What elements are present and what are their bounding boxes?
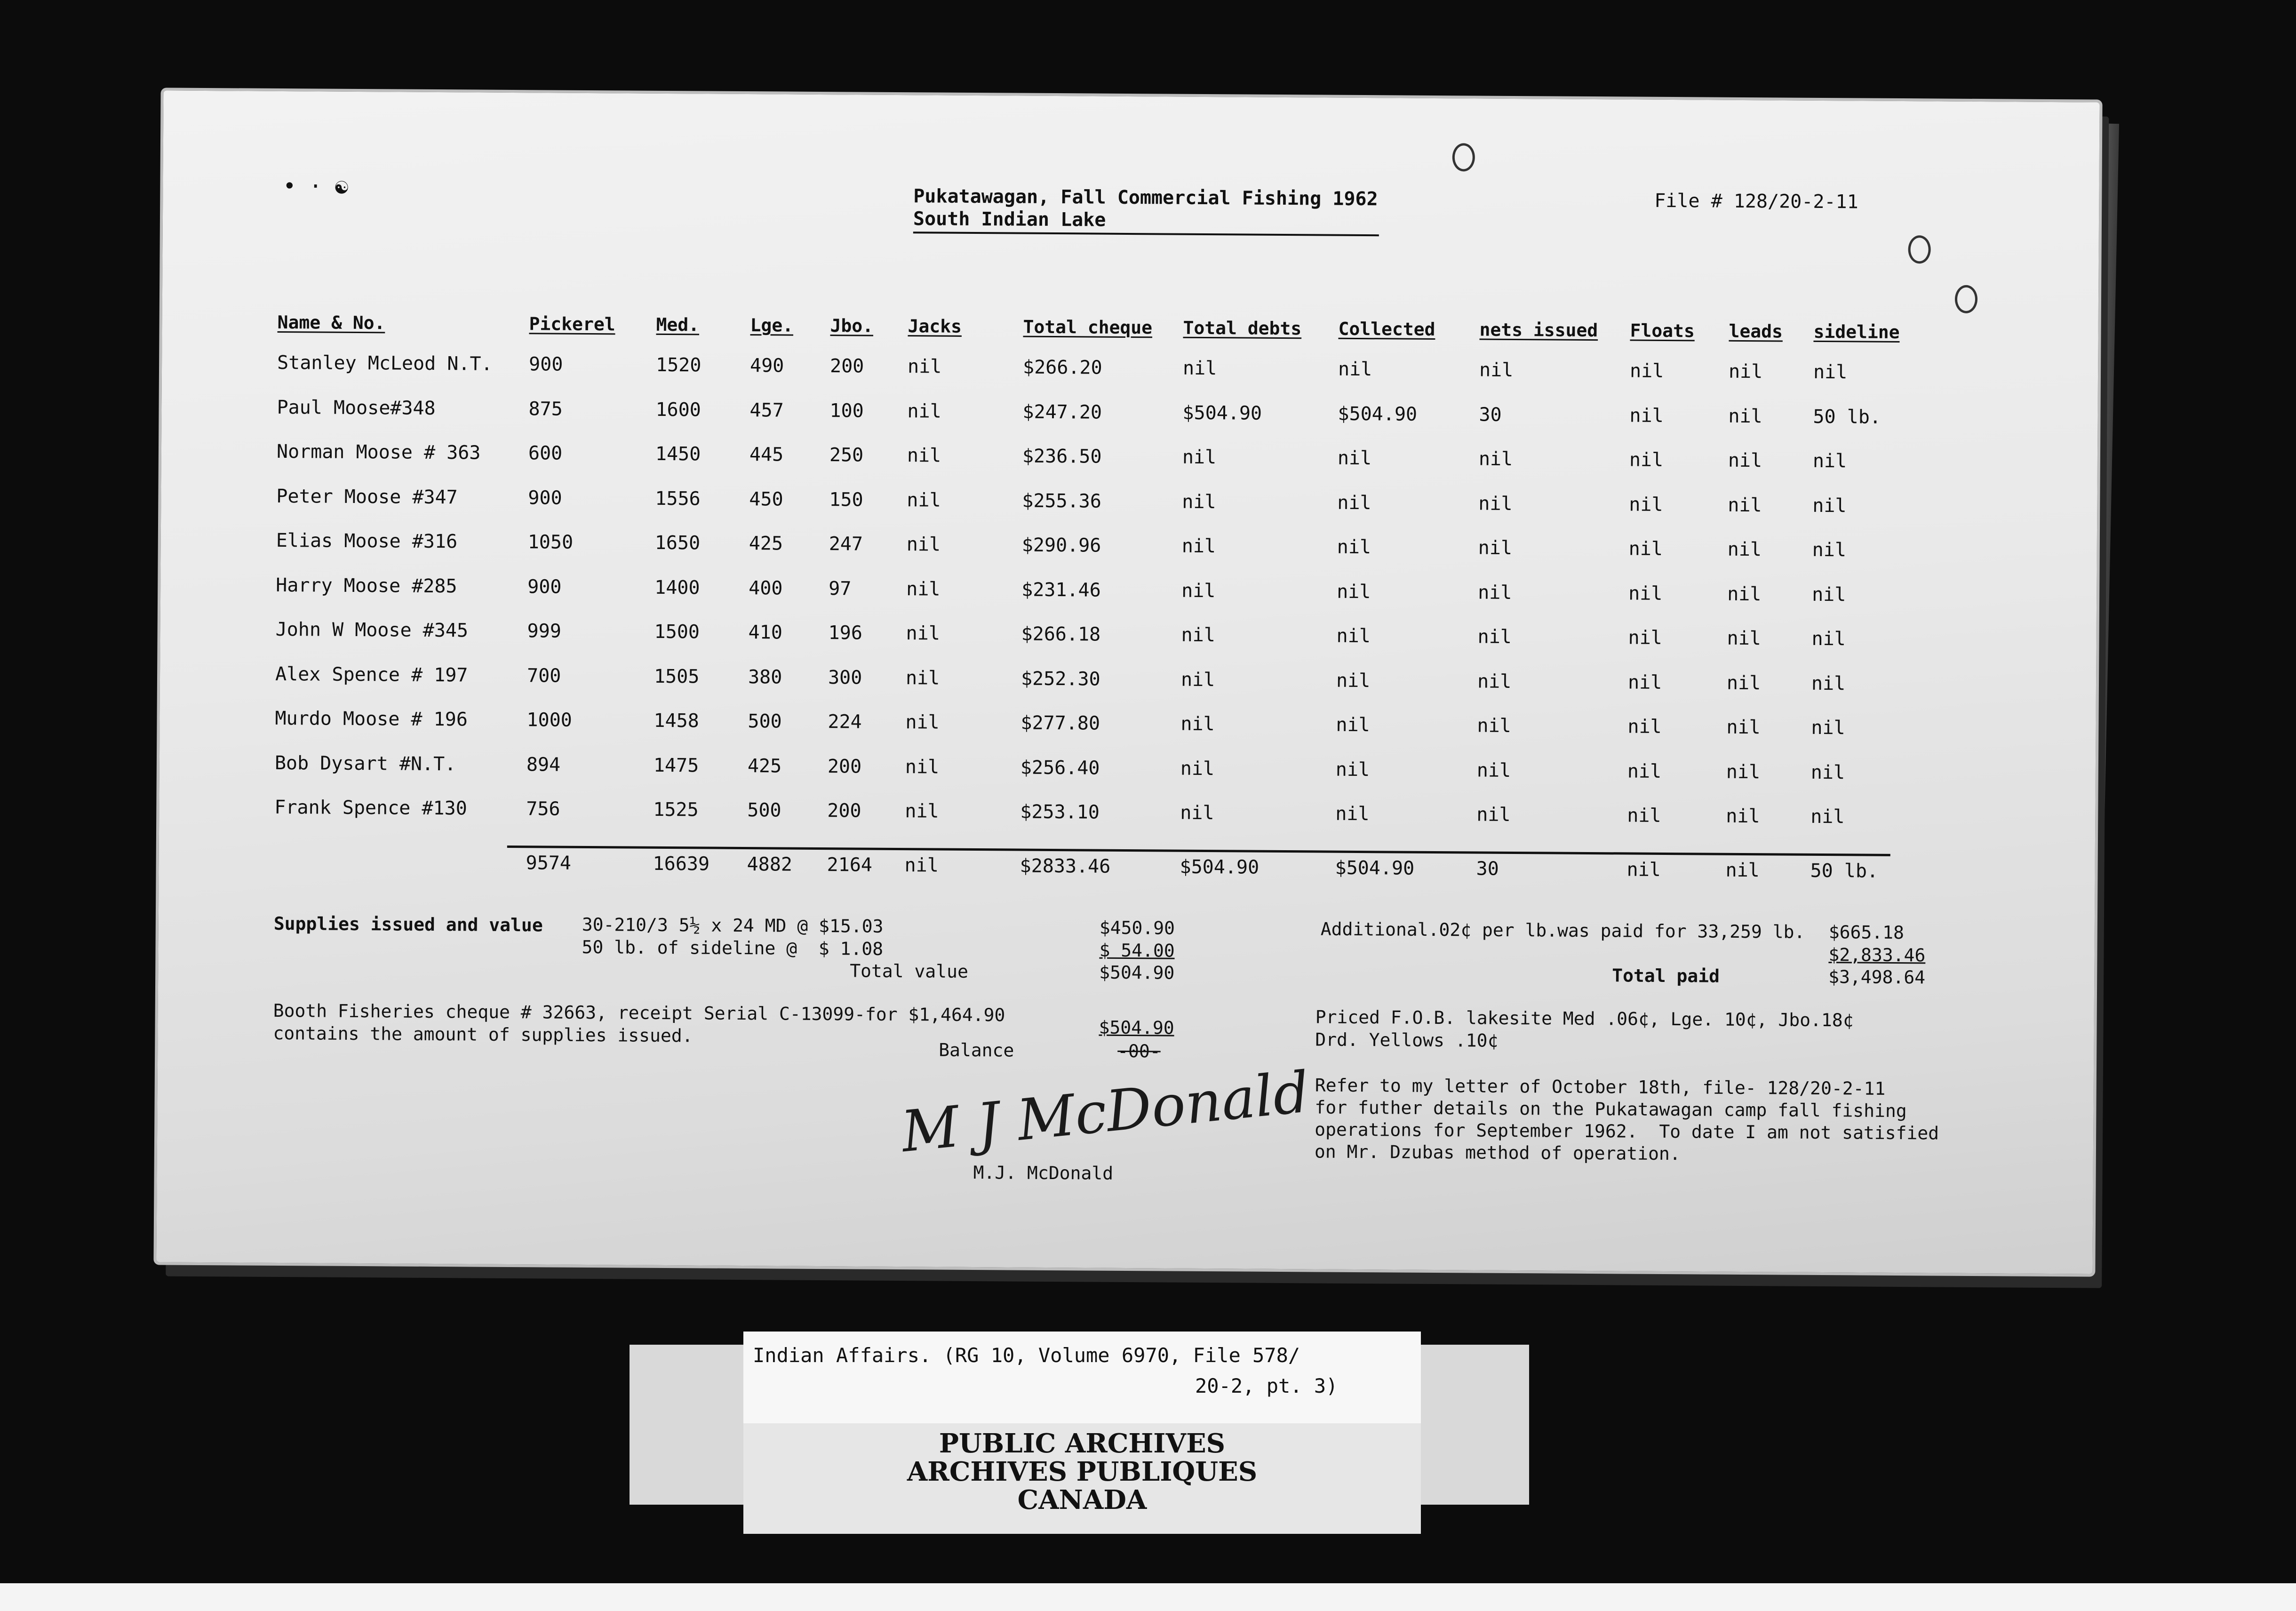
table-cell: nil [1182, 446, 1217, 469]
table-cell: nil [907, 489, 941, 511]
column-header: Jbo. [830, 315, 874, 336]
punch-hole [1452, 143, 1475, 171]
refer-line-1: Refer to my letter of October 18th, file- 128/20-2-11 [1315, 1075, 1886, 1099]
table-cell: nil [1726, 761, 1761, 783]
table-cell: nil [1336, 670, 1371, 692]
supplies-line-sideline: 50 lb. of sideline @ $ 1.08 [582, 936, 884, 959]
table-cell: $256.40 [1020, 757, 1100, 779]
table-cell: nil [1181, 624, 1216, 646]
booth-contains-line: contains the amount of supplies issued. [273, 1022, 693, 1046]
column-header: Total debts [1183, 317, 1302, 339]
table-cell: $236.50 [1022, 445, 1102, 468]
table-cell: nil [907, 400, 941, 423]
supplies-total-label: Total value [850, 960, 969, 982]
table-cell: 247 [829, 533, 863, 555]
column-header: Name & No. [277, 311, 385, 334]
table-cell: 1500 [654, 621, 700, 643]
stamp-line-1: PUBLIC ARCHIVES [939, 1428, 1226, 1459]
supplies-sideline-value: $ 54.00 [1099, 940, 1175, 961]
table-cell: 490 [749, 355, 784, 377]
table-cell: nil [1811, 628, 1846, 650]
table-cell: 100 [829, 399, 864, 422]
table-cell: nil [1727, 583, 1762, 605]
table-cell: 999 [527, 620, 562, 642]
table-cell: nil [1337, 492, 1371, 514]
table-cell: 900 [527, 575, 562, 598]
archive-ref-line-1: Indian Affairs. (RG 10, Volume 6970, File 578/ [753, 1344, 1300, 1367]
table-cell: nil [1478, 537, 1513, 559]
table-cell: $504.90 [1338, 403, 1418, 425]
table-cell: nil [1477, 715, 1511, 737]
balance-label: Balance [939, 1039, 1014, 1061]
table-cell: 150 [829, 488, 863, 511]
stamp-line-2: ARCHIVES PUBLIQUES [907, 1456, 1258, 1487]
booth-cheque-line: Booth Fisheries cheque # 32663, receipt Serial C-13099-for $1,464.90 [273, 1000, 1005, 1026]
table-cell: nil [1728, 405, 1762, 427]
table-cell: nil [1336, 714, 1370, 736]
table-cell: $255.36 [1022, 490, 1102, 512]
table-cell: 1458 [654, 710, 699, 732]
document-sheet [156, 90, 2099, 1274]
table-cell: nil [1627, 805, 1661, 827]
totals-cell: 9574 [526, 852, 572, 874]
drd-yellows-line: Drd. Yellows .10¢ [1315, 1029, 1499, 1051]
totals-cell: nil [904, 854, 939, 877]
table-cell: nil [907, 445, 941, 467]
table-cell: nil [906, 622, 941, 645]
table-cell: nil [905, 756, 940, 778]
fisher-name-cell: Alex Spence # 197 [275, 663, 468, 686]
table-cell: nil [1727, 538, 1762, 561]
table-cell: 196 [828, 622, 863, 644]
column-header: leads [1729, 320, 1783, 342]
table-cell: nil [1628, 582, 1663, 605]
table-cell: nil [1180, 802, 1214, 824]
table-cell: 200 [829, 355, 864, 377]
table-cell: nil [907, 356, 942, 378]
total-paid-value: $3,498.64 [1828, 966, 1926, 988]
table-cell: nil [1336, 625, 1371, 647]
totals-cell: 16639 [653, 853, 710, 875]
table-cell: nil [1810, 806, 1845, 828]
refer-line-4: on Mr. Dzubas method of operation. [1314, 1141, 1681, 1164]
table-cell: nil [1726, 805, 1760, 828]
table-cell: 1520 [655, 354, 702, 376]
fisher-name-cell: Frank Spence #130 [274, 796, 467, 820]
column-header: Lge. [750, 315, 794, 336]
table-cell: 500 [748, 710, 782, 733]
table-cell: nil [1478, 493, 1513, 515]
table-cell: nil [1182, 357, 1217, 380]
table-cell: 50 lb. [1813, 406, 1881, 428]
table-cell: nil [1180, 713, 1215, 735]
table-cell: 894 [526, 753, 561, 776]
table-cell: nil [1338, 358, 1372, 381]
column-header: Collected [1338, 318, 1435, 340]
table-cell: 900 [528, 486, 562, 509]
table-cell: nil [905, 711, 940, 734]
archive-ref-line-2: 20-2, pt. 3) [1195, 1374, 1338, 1397]
table-cell: 400 [749, 577, 783, 599]
table-cell: nil [1813, 361, 1848, 383]
table-cell: nil [1337, 447, 1372, 470]
totals-cell: $2833.46 [1020, 855, 1111, 877]
additional-payment-line: Additional.02¢ per lb.was paid for 33,259 lb. [1320, 918, 1805, 942]
archive-stamp-strip [743, 1421, 1421, 1534]
stamp-line-3: CANADA [1017, 1484, 1147, 1515]
table-cell: nil [1629, 360, 1664, 382]
table-cell: 700 [526, 664, 561, 687]
supplies-line-nets: 30-210/3 5½ x 24 MD @ $15.03 [582, 914, 884, 937]
fisher-name-cell: Paul Moose#348 [277, 396, 436, 419]
table-cell: nil [1728, 494, 1762, 516]
table-cell: $266.20 [1022, 356, 1102, 379]
table-cell: 425 [747, 755, 782, 777]
table-cell: $247.20 [1022, 401, 1102, 423]
table-cell: nil [1810, 761, 1845, 783]
table-cell: 1600 [655, 399, 701, 421]
title-underline [913, 231, 1379, 236]
table-cell: 1050 [527, 531, 574, 553]
table-cell: nil [1182, 491, 1216, 513]
table-cell: 425 [749, 533, 783, 555]
table-cell: nil [1812, 583, 1846, 606]
fisher-name-cell: John W Moose #345 [275, 618, 469, 642]
signatory-name: M.J. McDonald [973, 1162, 1114, 1184]
table-cell: $290.96 [1021, 534, 1101, 557]
balance-value: -00- [1117, 1040, 1161, 1062]
table-cell: 410 [748, 622, 783, 644]
table-cell: 1505 [654, 665, 700, 687]
archive-reference-card [743, 1332, 1421, 1423]
table-cell: nil [1337, 581, 1371, 603]
handwritten-signature: M J McDonald [898, 1060, 1312, 1165]
table-cell: nil [1728, 360, 1763, 383]
table-cell: nil [1477, 670, 1512, 693]
table-cell: 380 [748, 666, 782, 688]
table-cell: 875 [528, 398, 563, 420]
table-cell: nil [905, 800, 939, 822]
table-cell: 30 [1479, 404, 1502, 426]
cheque-total-value: $2,833.46 [1828, 944, 1926, 966]
additional-payment-value: $665.18 [1828, 922, 1905, 943]
column-header: Jacks [908, 316, 962, 337]
document-title: Pukatawagan, Fall Commercial Fishing 1962 [913, 185, 1378, 210]
totals-cell: 50 lb. [1810, 860, 1879, 882]
column-header: Total cheque [1023, 316, 1153, 338]
column-header: sideline [1813, 321, 1900, 343]
refer-line-3: operations for September 1962. To date I am not satisfied [1315, 1119, 1939, 1144]
table-cell: 1475 [653, 754, 699, 776]
table-cell: 200 [827, 800, 861, 822]
table-cell: nil [906, 534, 941, 556]
refer-line-2: for futher details on the Pukatawagan camp fall fishing [1315, 1097, 1907, 1122]
table-cell: $277.80 [1020, 712, 1100, 734]
total-paid-label: Total paid [1612, 965, 1720, 987]
table-cell: nil [1728, 449, 1762, 472]
fisher-name-cell: Norman Moose # 363 [276, 440, 481, 464]
table-cell: nil [1727, 627, 1761, 650]
fisher-name-cell: Bob Dysart #N.T. [274, 752, 456, 775]
totals-rule [507, 845, 1890, 856]
table-cell: nil [1629, 449, 1664, 471]
table-cell: $252.30 [1020, 668, 1100, 690]
table-cell: 1650 [654, 532, 701, 554]
supplies-total-value: $504.90 [1099, 962, 1175, 983]
table-cell: $504.90 [1182, 402, 1262, 424]
table-cell: $266.18 [1021, 623, 1101, 646]
table-cell: nil [1628, 627, 1662, 649]
column-header: Pickerel [529, 313, 615, 335]
table-cell: 97 [829, 577, 852, 599]
table-cell: nil [1181, 580, 1216, 602]
table-cell: 445 [749, 444, 784, 466]
table-cell: 250 [829, 444, 864, 466]
table-cell: nil [1477, 626, 1512, 648]
table-cell: nil [1629, 405, 1664, 427]
table-cell: nil [1812, 539, 1847, 561]
supplies-label: Supplies issued and value [273, 913, 543, 936]
totals-cell: 30 [1476, 858, 1499, 880]
table-cell: nil [1335, 758, 1370, 781]
table-cell: nil [1811, 717, 1845, 739]
table-cell: nil [1627, 760, 1662, 782]
table-cell: nil [1479, 359, 1514, 381]
table-cell: nil [1335, 803, 1370, 825]
table-cell: 1400 [654, 576, 700, 598]
table-cell: nil [1476, 759, 1511, 782]
table-cell: 1525 [653, 798, 699, 821]
supplies-nets-value: $450.90 [1099, 917, 1175, 939]
table-cell: 300 [828, 666, 862, 689]
totals-cell: 2164 [827, 854, 873, 876]
column-header: Med. [656, 314, 700, 335]
column-header: Floats [1630, 320, 1695, 342]
table-cell: 1450 [655, 443, 701, 465]
table-cell: $253.10 [1020, 801, 1100, 823]
table-cell: 1000 [526, 709, 572, 731]
table-cell: nil [1628, 538, 1663, 560]
document-subtitle: South Indian Lake [913, 208, 1106, 231]
fisher-name-cell: Elias Moose #316 [276, 529, 458, 553]
table-cell: nil [1181, 535, 1216, 558]
table-cell: nil [1627, 671, 1662, 694]
priced-line: Priced F.O.B. lakesite Med .06¢, Lge. 10¢, Jbo.18¢ [1315, 1006, 1854, 1031]
table-cell: nil [1726, 672, 1761, 694]
table-cell: nil [1478, 582, 1512, 604]
fisher-name-cell: Harry Moose #285 [276, 574, 457, 597]
table-cell: 457 [749, 399, 784, 422]
table-cell: 756 [526, 798, 560, 820]
fisher-name-cell: Murdo Moose # 196 [275, 707, 468, 731]
totals-cell: $504.90 [1180, 856, 1260, 878]
booth-value: $504.90 [1099, 1017, 1174, 1038]
table-cell: nil [1180, 758, 1215, 780]
punch-hole [1955, 285, 1977, 313]
table-cell: nil [905, 667, 940, 689]
table-cell: nil [1627, 716, 1662, 738]
table-cell: nil [1812, 450, 1847, 472]
file-reference: File # 128/20-2-11 [1654, 190, 1858, 213]
table-cell: 450 [749, 488, 783, 510]
table-cell: nil [906, 578, 941, 600]
table-cell: nil [1476, 804, 1511, 826]
table-cell: nil [1180, 669, 1215, 691]
punch-hole [1908, 235, 1930, 263]
table-cell: nil [1726, 716, 1761, 739]
table-cell: 500 [747, 799, 781, 821]
table-cell: nil [1811, 672, 1846, 694]
totals-cell: nil [1626, 859, 1661, 881]
fisher-name-cell: Stanley McLeod N.T. [277, 351, 493, 375]
table-cell: 200 [827, 755, 862, 778]
column-header: nets issued [1479, 319, 1598, 341]
table-cell: 900 [528, 353, 563, 375]
table-cell: $231.46 [1021, 579, 1101, 601]
totals-cell: nil [1725, 859, 1760, 882]
corner-mark: • · ☯ [283, 173, 349, 199]
table-cell: 1556 [655, 487, 701, 510]
table-cell: nil [1337, 536, 1371, 558]
table-cell: nil [1812, 494, 1847, 517]
fisher-name-cell: Peter Moose #347 [276, 485, 458, 508]
totals-cell: 4882 [747, 853, 793, 876]
table-cell: 224 [828, 711, 862, 733]
table-cell: 600 [528, 442, 563, 464]
bottom-film-band [0, 1583, 2296, 1611]
table-cell: nil [1478, 448, 1513, 470]
table-cell: nil [1629, 493, 1663, 516]
totals-cell: $504.90 [1335, 857, 1415, 879]
